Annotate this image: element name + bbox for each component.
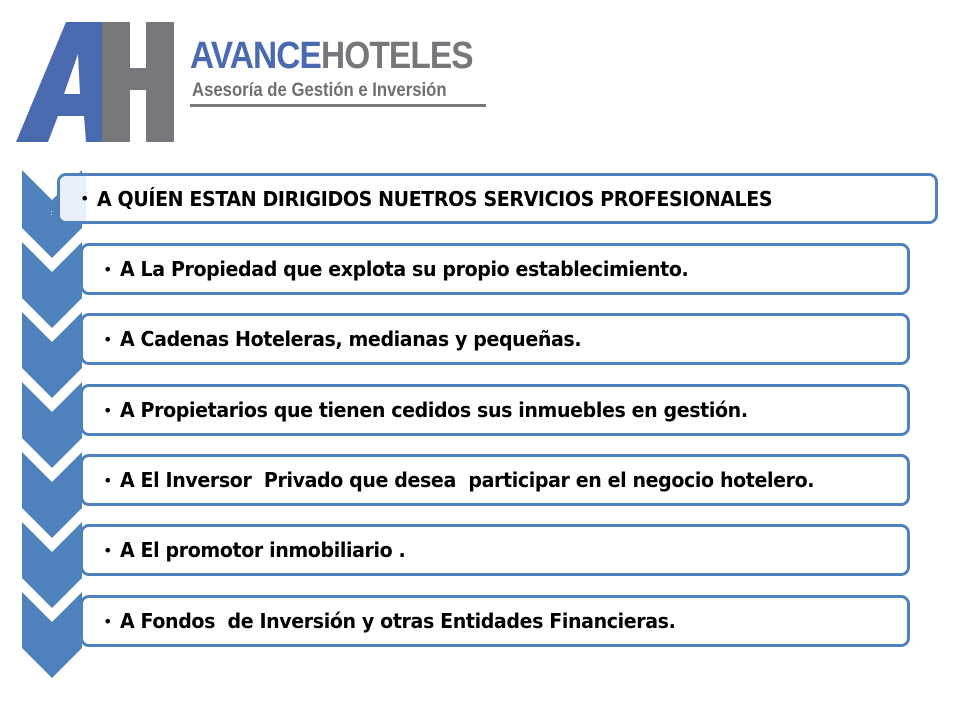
bullet-icon: •	[103, 400, 113, 420]
list-item-promotor	[80, 524, 910, 576]
diagram-title-box	[57, 173, 938, 224]
list-item-propiedad	[80, 243, 910, 295]
bullet-icon: •	[103, 540, 113, 560]
diagram-title: A QUÍEN ESTAN DIRIGIDOS NUETROS SERVICIOS PROFESIONALES	[97, 186, 773, 211]
list-item-label: A El promotor inmobiliario .	[120, 538, 406, 562]
list-item-cadenas	[80, 313, 910, 365]
bullet-icon: •	[80, 189, 90, 208]
brand-name-hoteles: HOTELES	[320, 35, 473, 77]
list-item-label: A Fondos de Inversión y otras Entidades Financieras.	[120, 609, 676, 633]
list-item-label: A La Propiedad que explota su propio establecimiento.	[120, 257, 689, 281]
tagline-underline	[190, 104, 486, 107]
bullet-icon: •	[103, 470, 113, 490]
brand-name-avance: AVANCE	[190, 35, 321, 77]
list-item-propietarios	[80, 384, 910, 436]
list-item-label: A Propietarios que tienen cedidos sus inmuebles en gestión.	[120, 398, 749, 422]
bullet-icon: •	[103, 259, 113, 279]
brand-name	[190, 36, 473, 76]
bullet-icon: •	[103, 329, 113, 349]
bullet-icon: •	[103, 611, 113, 631]
list-item-label: A El Inversor Privado que desea participar en el negocio hotelero.	[120, 468, 815, 492]
list-item-inversor	[80, 454, 910, 506]
list-item-label: A Cadenas Hoteleras, medianas y pequeñas.	[120, 327, 582, 351]
list-item-fondos	[80, 595, 910, 647]
brand-tagline: Asesoría de Gestión e Inversión	[192, 80, 447, 101]
svg-text::: :	[50, 208, 53, 217]
